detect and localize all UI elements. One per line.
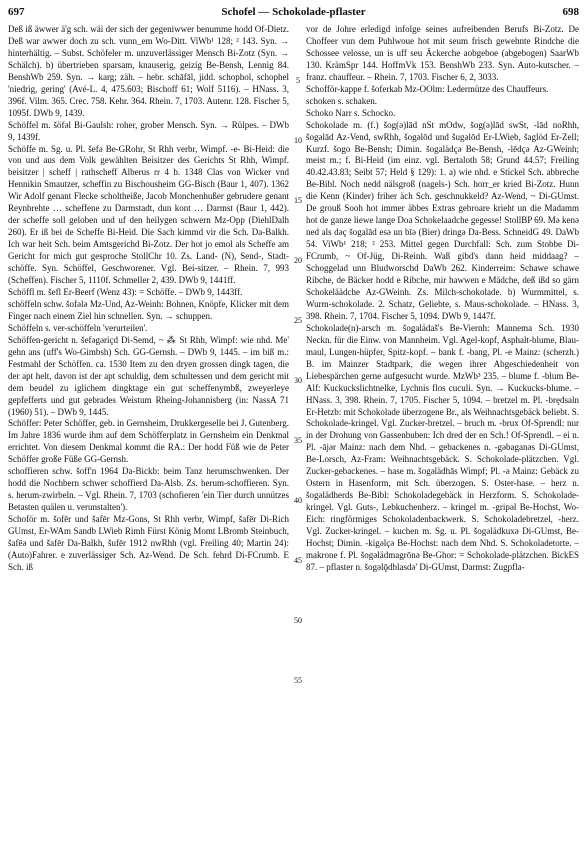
right-column — [306, 24, 579, 850]
line-number: 45 — [294, 556, 302, 565]
left-column — [8, 24, 289, 850]
entry-schoken: schoken s. schaken. — [306, 95, 377, 106]
entry-schoffoer-kappe: Schofför-kappe f. šoferkab Mz-OOlm: Ledermütze des Chauffeurs. — [306, 83, 549, 94]
line-number: 15 — [294, 196, 302, 205]
page-number-left: 697 — [8, 6, 25, 18]
line-number: 55 — [294, 676, 302, 685]
line-number: 25 — [294, 316, 302, 325]
entry-schofoer-cont: vor de Johre erledigd infolge seines aufreibenden Berufs Bi-Zotz. De Choffeer vun dem Puhlwoue hot mit seum frisch gewehnte Rindche die Schossee velosse, un is uff seu Äckerche aobgeboe (abgebogen) SaarWb 130. KrämSpr 144. HoffmVk 153. BenshWb 233. Syn. Auto-kutscher. – franz. chauffeur. – Rhein. 7, 1703. Fischer 6, 2, 3033. — [306, 24, 579, 82]
entry-schofel-cont: Deß iß äwwer ä'g sch. wäi der sich der gegeniwwer benumme hodd Of-Dietz. Deß war awwer doch zu sch. vunn_em Wo-Ditt. ViWb¹ 128; ² 143. Syn. → hinterhältig. – Subst. Schöfeler m. unzuverlässiger Mensch Bi-Zotz (Syn. → Schälch). b) übertrieben sparsam, knauserig, geizig Be-Bensh, Lennig 84. BenshWb 259. Syn. → karg; zäh. – hebr. schāfāl, jidd. schophol, schophel 'niedrig, gering' (Avé-L. 4, 475.603; Bischoff 61; Wolf 5116). – HNass. 3, 396f. Vilm. 365. Crec. 758. Kehr. 364. Rhein. 7, 1703. Autenr. 128. Fischer 5, 1095f. DWb 9, 1439. — [8, 24, 289, 118]
line-number: 10 — [294, 136, 302, 145]
line-number: 20 — [294, 256, 302, 265]
entry-schoeffer: Schöffer: Peter Schöffer, geb. in Gernsheim, Drukkergeselle bei J. Gutenberg. Im Jahre 1836 wurde ihm auf dem Schöfferplatz in Gernsheim ein Denkmal errichtet. Von diesem Denkmal kommt die RA.: Der hodd Füß wie de Peter Schöffer große Füße GG-Gernsh. — [8, 418, 289, 465]
line-number: 30 — [294, 376, 302, 385]
running-title: Schofel — Schokolade-pflaster — [221, 6, 366, 18]
entry-schoko-narr: Schoko Narr s. Schocko. — [306, 107, 396, 118]
line-number: 50 — [294, 616, 302, 625]
line-number: 35 — [294, 436, 302, 445]
entry-schoeffen-gericht: Schöffen-gericht n. šefəgəriçd Di-Semd, ~ ⁂ St Rhh, Wimpf: wie nhd. Me' gehn ans (uff's Wo-Gimbsh) Sch. GG-Gernsh. – DWb 9, 1445. – im biß m.: Festmahl der Schöffen. ca. 1530 Item zu den dryen grossen dingk tagen, die der apt helt, davon ist der apt schuldig, dem schultessen und dem gericht mit dem beudel zu iglichem dingktage ein gut scheffenymbß, zweyerleye gepfefferts und gut gebrades Weistum Rheing-Johannisberg (in: NassA 71 (1960) 51). – DWb 9, 1445. — [8, 334, 289, 417]
page-number-right: 698 — [562, 6, 579, 18]
line-number-gutter — [291, 24, 305, 850]
entry-schofoer: Schoför m. šofēr und šafēr Mz-Gons, St Rhh verbr, Wimpf, šafēr Di-Rich GUmst, Er-WAm Sandb LWieb Rimh Fürst König Momt LBromb Steinbuch, šafēə und šafēr Da-Balkh, šufēr 1912 nwRhh (vgl. Freiling 40; Martin 24): (Auto)Fahrer. e zuverlässiger Sch. Az-Wend. De Sch. fehrd Di-FCrumb. E Sch. iß — [8, 514, 289, 572]
entry-schokolade-arsch: Schokolade(n)-arsch m. šogalädaš's Be-Viernh: Mannema Sch. 1930 Neckn. für die Einw. von Mannheim. Vgl. Agel-kopf, Asphalt-blume, Blau-maul, Lungen-hüpfer, Spitz-kopf. – bank f. -bang, Pl. -e Mainz: (scherzh.) B. im Mainzer Stadtpark, die wegen ihrer Abgeschiedenheit von Liebespärchen gerne aufgesucht wurde. MzWb³ 235. – blume f. -blum Be-Alf: Kuckuckslichtnelke, Lychnis flos cuculi. Syn. → Kuckucks-blume. – HNass. 3, 398. Rhein. 7, 1705. Fischer 5, 1094. – bretzel m. Pl. -brędsaln Er-Hetzb: mit Schokolade überzogene Br., als Weihnachtsgebäck beliebt. S. Schokolade-kringel. Vgl. Zucker-bretzel. – bruch m. -brux Of-Sprendl: nur in der Drohung von Gassenbuben: Ich dred der en Sch.! Of-Sprendl. – ei n. Pl. -ājər Mainz: nach dem Nhd. – gebackenes n. -gəbaganəs Di-GUmst, Be-Lorsch, Az-Fram: Weihnachtsgebäck. S. Schokolade-plätzchen. Vgl. Zucker-gebackenes. – hase m. šogəlädhās Wimpf; Pl. -ə Mainz: Gebäck zu Ostern in Hasenform, mit Sch. überzogen. S. Oster-hase. – herz n. šogəlädherds Be-Bibl: Schokoladegebäck in Herzform. S. Schokolade-kringel. Vgl. Guts-, Lebkuchenherz. – kringel m. -gripəl Be-Hochst, Wo-Eich: ringförmiges Schokoladenbackwerk. S. Schokoladebretzel, -herz. Vgl. Zucker-kringel. – kuchen m. Sg. u. Pl. šogəlädkuxə Di-GUmst, Be-Hochst; Dimin. -kigəlçə Be-Hochst: nach dem Nhd. S. Schokoladetorte. – makrone f. Pl. šogəlädmagrōnə Be-Ghor: = Schokolade-plätzchen. BickES 87. – pflaster n. šogəlǭdblasdə' Di-GUmst, Darmst: Zugpfla- — [306, 322, 579, 572]
entry-schoeffel: Schöffel m. šöfəl Bi-Gaulsh: roher, grober Mensch. Syn. → Rülpes. – DWb 9, 1439f. — [8, 119, 289, 142]
line-number: 5 — [296, 76, 300, 85]
page-header — [0, 0, 587, 22]
entry-schoeffeln-ref: Schöffeln s. ver-schöffeln 'verurteilen'. — [8, 322, 148, 333]
entry-schokolade: Schokolade m. (f.) šog(ə)lād nSt mOdw, šog(ə)lād swSt, -lād noRhh, šogəlād Az-Vend, swRhh, šogəlōd und šugəlōd Er-LWieb, šaglöd Er-Zell; Kurzf. šogo Be-Bensh; Dimin. šogalädçə Be-Bensh, -lēdçə Az-GWeinh; meist m.; f. Bi-Heid (im einz. vgl. Bertaloth 58; Grund 44.57; Freiling 40.42.43.83; Seibt 57; Held § 129): 1. a) wie nhd. e Stickel Sch. abbreche Be-Bibl. Noch nedd nälsgroß (nagels-) Sch. horr_er kried Bi-Zotz. Hunn die Kenn (Kinder) friher äch Sch. geschnukkeld? Az-Wend, ~ Di-GUmst. De grouß Sooh hot immer äbbes Extras gebroare krieht un die Madamm hot de ganze liewe lange Doa Schokelaadche gegesse! StollBP 69. Mə kenə ned als dəç šogalād esə un bīə (Bier) dringə Da-Bess. SchneidG 49. DaWb 54. ViWb¹ 218; ² 253. Mittel gegen Durchfall: Sch. zum Stobbe Di-FCrumb, ~ Of-Jüg, Di-Reinh. Waß gibd's dann heid middaag? – Schoggelad unn Bludworschd DaWb 262. Kinderreim: Schawe schawe Ribche, de Bäcker hodd e Ribche, mir hawwen e Mädche, deß ißd so gärn Schokeläädche Az-GWeinh. Zs. Milch-schokolade. b) Wurmmittel, s. Wurm-schokolade. 2. Schatz, Geliebte, s. Maus-schokolade. – HNass. 3, 398. Rhein. 7, 1704. Fischer 5, 1094. DWb 9, 1447f. — [306, 119, 579, 321]
entry-schoeffe: Schöffe m. Sg. u. Pl. šefə Be-GRohr, St Rhh verbr, Wimpf. -e- Bi-Heid: die von und aus dem Volk gewählten Beisitzer des Gerichts St Rhh, Wimpf. beisitzer | scheff | rathscheff Alberus rr 4 b. 1348 Clas von Wicker vnd Hennikin Smautzer, scheffin zu Bischousheim GG-Bisch (Baur 1, 407). 1362 Wir Adolf genant Flecke scholtheiße, Jacob Monchenhußer gebrudere genant Reynbrehte … scheffene zu Darmstadt, dun kont … Darmst (Baur 1, 442). der scheffe soll geloben und uf den heilygen schwern Mz-Opp (DiehlDalh 260). Er iß bei de Scheffe Bi-Heid. Die Sach kimmd vir die Sch. Da-Balkh. Ich war heit Sch. beim Amtsgerichd Bi-Zotz. Der hot jo emol als Scheffe am Gericht for mich gut gesproche StollChr 10. Zs. Land- (N), Send-, Stadt-schöffe. Syn. Schöffel, Geschworener. Vgl. Bei-sitzer. – Rhein. 7, 993 (Scheffen). Fischer 5, 1110f. Schmeller 2, 439. DWb 9, 1441ff. — [8, 143, 289, 286]
entry-schoeffeln-verb: schöffeln schw. šofələ Mz-Und, Az-Weinh: Bohnen, Knöpfe, Klicker mit dem Finger nach einem Ziel hin schnellen. Syn. → schuppen. — [8, 298, 289, 321]
line-number: 40 — [294, 496, 302, 505]
entry-schoffieren: schoffieren schw. šoff'n 1964 Da-Bickb: beim Tanz herumschwenken. Der hodd die Nochbern schwer schoffierd Da-Alsb. Zs. herum-schoffieren. Syn. s. herum-zwirbeln. – Vgl. Rhein. 7, 1703 (schofieren 'ein Tier durch unnützes Betasten quälen u. verunstalten'). — [8, 466, 289, 513]
entry-schoeffl: Schöffl m. šefl Er-Beerf (Wenz 43): = Schöffe. – DWb 9, 1443ff. — [8, 286, 243, 297]
